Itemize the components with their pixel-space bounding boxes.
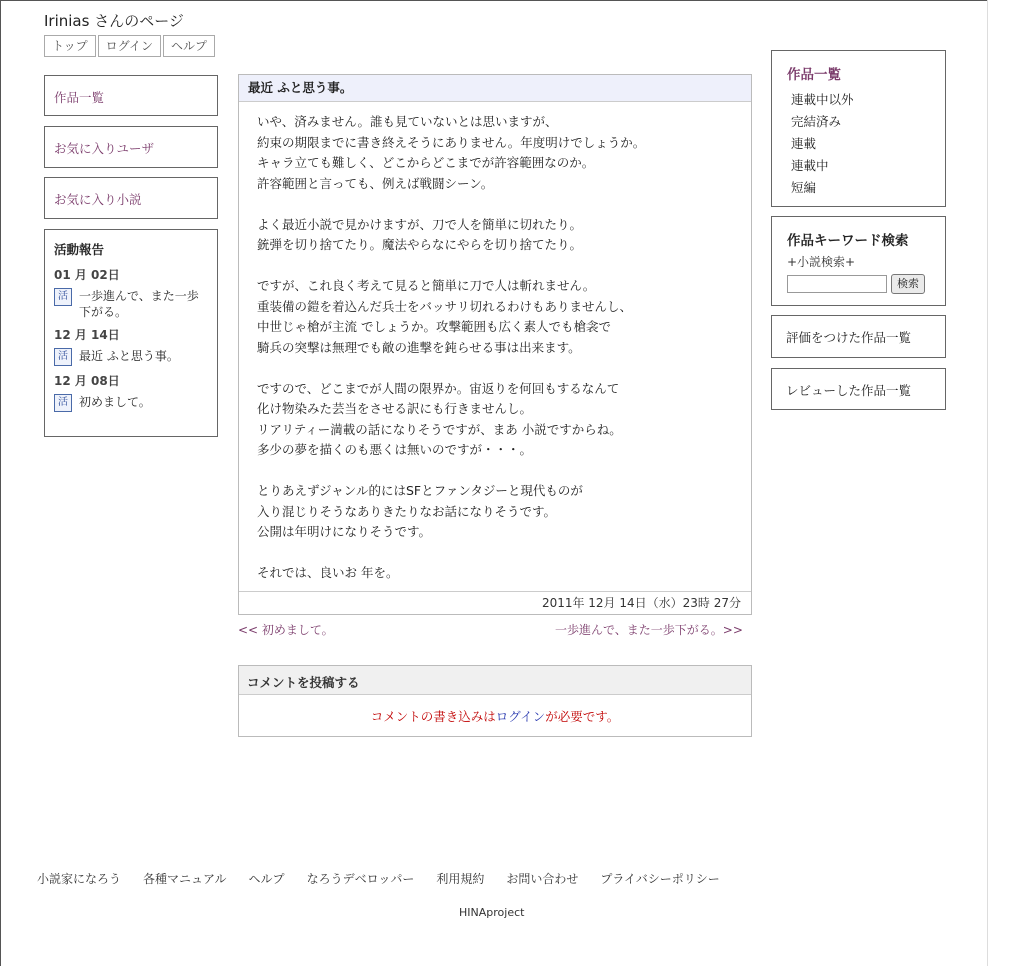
- footer-link[interactable]: 小説家になろう: [37, 872, 122, 886]
- activity-item[interactable]: [54, 394, 208, 412]
- novel-search-link[interactable]: +小説検索+: [787, 255, 856, 269]
- article-line: リアリティー満載の話になりそうですが、まあ 小説ですからね。: [257, 421, 622, 437]
- comment-notice-after: が必要です。: [545, 709, 620, 724]
- article-paragraph: [257, 276, 733, 358]
- next-article-link[interactable]: 一歩進んで、また一歩下がる。>>: [555, 623, 743, 637]
- footer-link[interactable]: 利用規約: [436, 872, 485, 886]
- activity-date: 12 月 08日: [54, 374, 120, 388]
- article-line: いや、済みません。誰も見ていないとは思いますが、: [257, 114, 558, 129]
- comment-heading: コメントを投稿する: [239, 666, 751, 695]
- reviewed-works-link[interactable]: レビューした作品一覧: [786, 383, 912, 398]
- comment-notice-before: コメントの書き込みは: [370, 709, 496, 724]
- keyword-search-heading: 作品キーワード検索: [787, 233, 909, 249]
- top-nav: [44, 35, 217, 57]
- article-line: 銃弾を切り捨てたり。魔法やらなにやらを切り捨てたり。: [257, 237, 583, 252]
- footer-link[interactable]: プライバシーポリシー: [600, 872, 720, 886]
- works-list-box: [771, 50, 946, 207]
- activity-report-box: [44, 229, 218, 437]
- nav-login-button[interactable]: ログイン: [98, 35, 161, 57]
- article-line: 許容範囲と言っても、例えば戦闘シーン。: [257, 175, 494, 191]
- activity-title[interactable]: 最近 ふと思う事。: [79, 349, 179, 363]
- window-right-border: [987, 0, 988, 966]
- works-list-item[interactable]: 短編: [791, 180, 817, 195]
- sidebar-link-fav-users[interactable]: お気に入りユーザ: [54, 141, 155, 156]
- activity-item[interactable]: [54, 348, 208, 366]
- activity-icon: 活: [54, 348, 72, 366]
- activity-date: 01 月 02日: [54, 268, 120, 282]
- activity-icon: 活: [54, 394, 72, 412]
- article-line: 中世じゃ槍が主流 でしょうか。攻撃範囲も広く素人でも槍衾で: [257, 319, 611, 334]
- rated-works-box: [771, 315, 946, 358]
- article-line: キャラ立ても難しく、どこからどこまでが許容範囲なのか。: [257, 155, 595, 170]
- nav-help-button[interactable]: ヘルプ: [163, 35, 215, 57]
- keyword-search-row: [787, 274, 930, 294]
- window-left-border: [0, 0, 1, 966]
- sidebar-link-works[interactable]: 作品一覧: [54, 90, 105, 105]
- article-title: 最近 ふと思う事。: [239, 75, 751, 102]
- nav-top-button[interactable]: トップ: [44, 35, 96, 57]
- article-body: [239, 102, 751, 584]
- footer-link[interactable]: 各種マニュアル: [143, 872, 227, 886]
- article-line: 入り混じりそうなありきたりなお話になりそうです。: [257, 503, 557, 519]
- prev-article-link[interactable]: << 初めまして。: [238, 623, 334, 637]
- activity-heading: 活動報告: [54, 242, 105, 257]
- footer-copyright: HINAproject: [459, 906, 525, 919]
- article-line: ですが、これ良く考えて見ると簡単に刀で人は斬れません。: [257, 278, 596, 293]
- article-line: それでは、良いお 年を。: [257, 565, 399, 580]
- article-line: 約束の期限までに書き終えそうにありません。年度明けでしょうか。: [257, 134, 646, 150]
- comment-notice: [239, 695, 751, 725]
- article-line: よく最近小説で見かけますが、刀で人を簡単に切れたり。: [257, 216, 583, 232]
- footer-link[interactable]: ヘルプ: [248, 872, 285, 886]
- article-line: ですので、どこまでが人間の限界か。宙返りを何回もするなんて: [257, 380, 620, 396]
- article-timestamp: 2011年 12月 14日（水）23時 27分: [239, 591, 751, 614]
- sidebar-link-fav-novels[interactable]: お気に入り小説: [54, 192, 142, 207]
- activity-item[interactable]: [54, 288, 208, 320]
- site-title: Irinias さんのページ: [44, 12, 184, 30]
- activity-title[interactable]: 初めまして。: [79, 395, 151, 409]
- keyword-search-box: [771, 216, 946, 306]
- article-line: 公開は年明けになりそうです。: [257, 524, 432, 539]
- sidebar-works-box: [44, 75, 218, 116]
- article-paragraph: [257, 481, 733, 543]
- article-paragraph: [257, 563, 733, 584]
- article-line: 多少の夢を描くのも悪くは無いのですが・・・。: [257, 442, 533, 457]
- footer-link[interactable]: なろうデベロッパー: [306, 872, 415, 886]
- activity-date: 12 月 14日: [54, 328, 120, 342]
- activity-icon: 活: [54, 288, 72, 306]
- works-list-heading[interactable]: 作品一覧: [787, 67, 841, 83]
- article-paragraph: [257, 112, 733, 194]
- works-list-item[interactable]: 完結済み: [791, 114, 842, 129]
- keyword-search-button[interactable]: 検索: [891, 274, 925, 294]
- article-line: 重装備の鎧を着込んだ兵士をバッサリ切れるわけもありませんし、: [257, 298, 633, 314]
- article-line: 騎兵の突撃は無理でも敵の進撃を鈍らせる事は出来ます。: [257, 339, 581, 355]
- sidebar-fav-users-box: [44, 126, 218, 168]
- works-list-item[interactable]: 連載: [791, 136, 817, 151]
- keyword-search-input[interactable]: [787, 275, 887, 293]
- window-top-border: [0, 0, 988, 1]
- footer-link[interactable]: お問い合わせ: [506, 872, 579, 886]
- article-paragraph: [257, 215, 733, 256]
- sidebar-fav-novels-box: [44, 177, 218, 219]
- article-line: とりあえずジャンル的にはSFとファンタジーと現代ものが: [257, 483, 583, 498]
- reviewed-works-box: [771, 368, 946, 410]
- works-list-item[interactable]: 連載中: [791, 158, 829, 173]
- comment-login-link[interactable]: ログイン: [495, 709, 546, 724]
- article-line: 化け物染みた芸当をさせる訳にも行きませんし。: [257, 401, 533, 416]
- comment-panel: [238, 665, 752, 737]
- rated-works-link[interactable]: 評価をつけた作品一覧: [786, 330, 912, 345]
- article-paragraph: [257, 379, 733, 461]
- activity-title[interactable]: 一歩進んで、また一歩下がる。: [79, 289, 199, 319]
- works-list-item[interactable]: 連載中以外: [791, 92, 854, 107]
- article-panel: [238, 74, 752, 615]
- footer-links: [37, 870, 742, 887]
